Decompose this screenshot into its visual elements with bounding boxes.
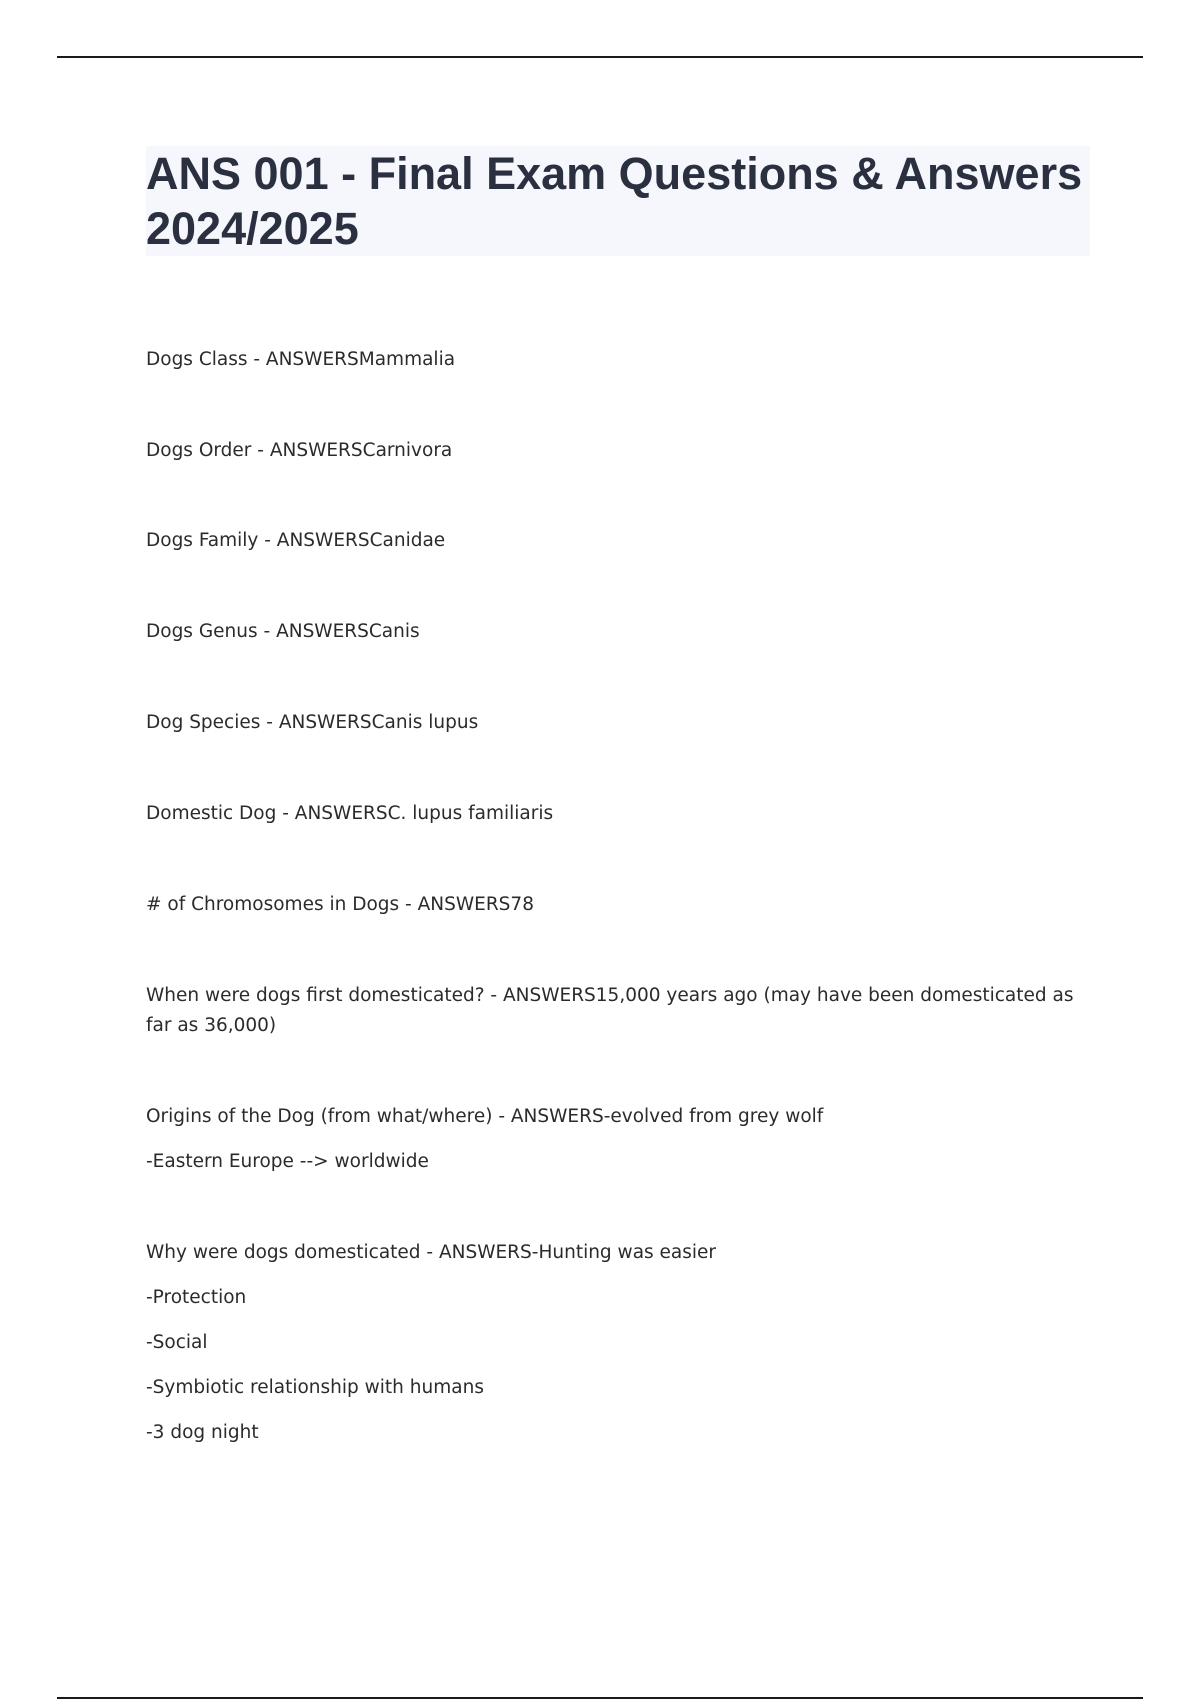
qa-item-dogs-order <box>146 436 1090 466</box>
qa-text: Origins of the Dog (from what/where) - ANSWERS-evolved from grey wolf <box>146 1106 824 1127</box>
qa-extra-line: -Social <box>146 1332 208 1353</box>
qa-extra-line: -Eastern Europe --> worldwide <box>146 1151 429 1172</box>
document-title: ANS 001 - Final Exam Questions & Answers 2024/2025 <box>146 148 1083 254</box>
qa-item-origins <box>146 1102 1090 1177</box>
footer-rule <box>57 1697 1143 1699</box>
qa-item-why-domesticated <box>146 1238 1090 1448</box>
header-rule <box>57 56 1143 58</box>
qa-extra-line: -3 dog night <box>146 1422 259 1443</box>
qa-text: Dog Species - ANSWERSCanis lupus <box>146 712 479 733</box>
qa-item-domestic-dog <box>146 799 1090 829</box>
qa-item-domestication-date <box>146 981 1090 1041</box>
qa-text: Dogs Genus - ANSWERSCanis <box>146 621 420 642</box>
qa-text: Domestic Dog - ANSWERSC. lupus familiaris <box>146 803 554 824</box>
qa-item-dog-species <box>146 708 1090 738</box>
qa-text: Dogs Order - ANSWERSCarnivora <box>146 440 453 461</box>
qa-text: Dogs Family - ANSWERSCanidae <box>146 530 446 551</box>
qa-extra-line: -Symbiotic relationship with humans <box>146 1377 484 1398</box>
qa-item-chromosomes <box>146 890 1090 920</box>
qa-item-dogs-class <box>146 345 1090 375</box>
qa-extra-line: -Protection <box>146 1287 247 1308</box>
qa-text: When were dogs first domesticated? - ANSWERS15,000 years ago (may have been domesticated as far as 36,000) <box>146 985 1080 1036</box>
qa-text: Dogs Class - ANSWERSMammalia <box>146 349 456 370</box>
qa-text: # of Chromosomes in Dogs - ANSWERS78 <box>146 894 534 915</box>
qa-text: Why were dogs domesticated - ANSWERS-Hunting was easier <box>146 1242 717 1263</box>
qa-item-dogs-genus <box>146 617 1090 647</box>
title-block <box>146 146 1090 256</box>
qa-item-dogs-family <box>146 526 1090 556</box>
